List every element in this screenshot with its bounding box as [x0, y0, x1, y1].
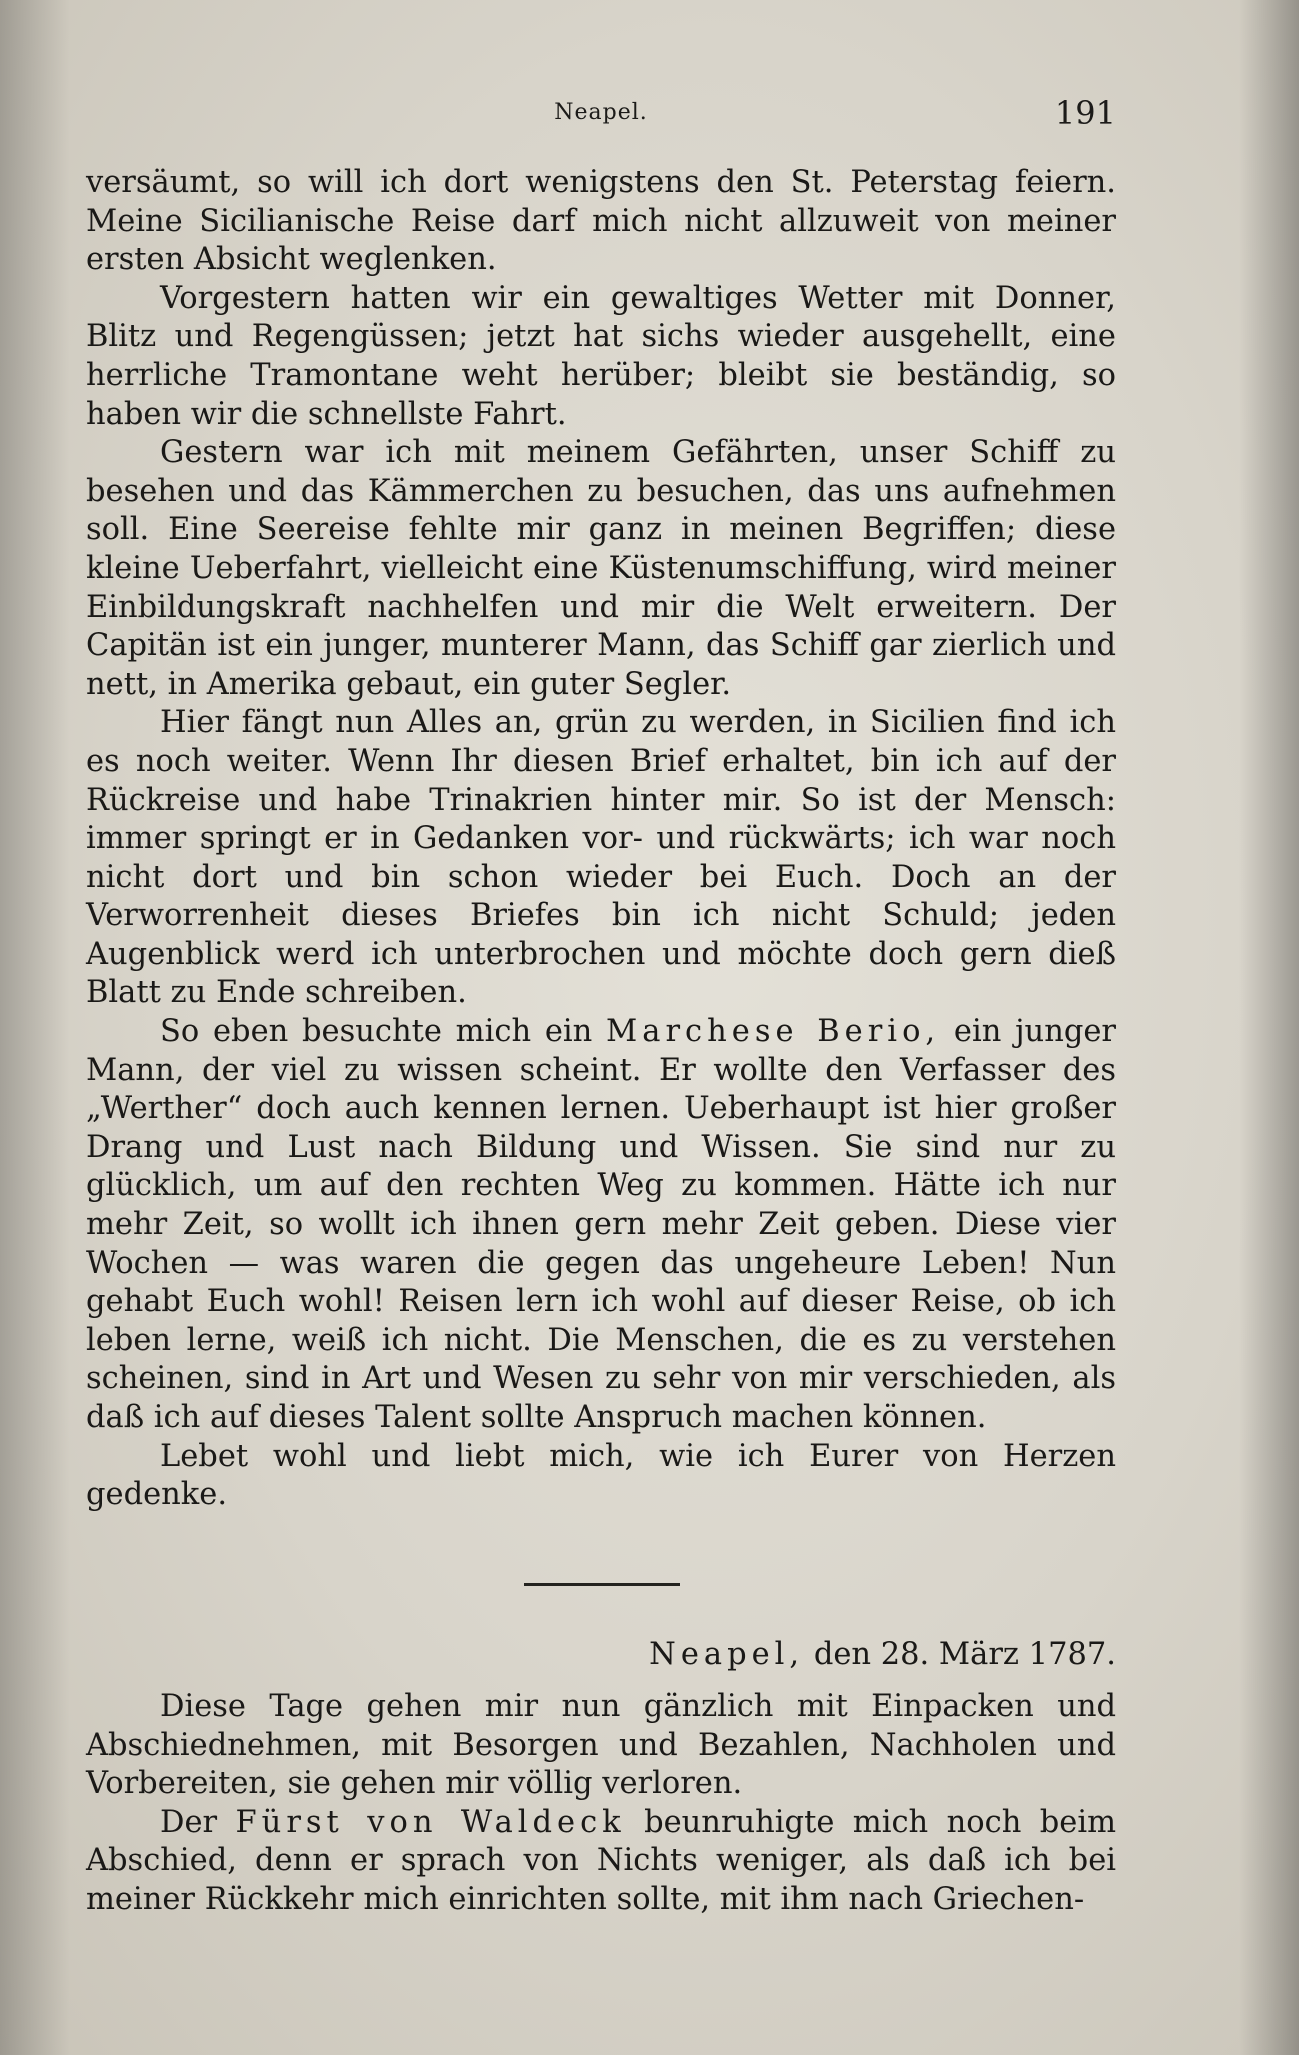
paragraph-3: Gestern war ich mit meinem Gefährten, unser Schiff zu besehen und das Kämmerchen zu besuchen, das uns aufnehmen soll. Eine Seereise fehlte mir ganz in meinen Begriffen; diese kleine Ueberfahrt, vielleicht eine Küstenumschiffung, wird meiner Einbildungskraft nachhelfen und mir die Welt erweitern. Der Capitän ist ein junger, munterer Mann, das Schiff gar zierlich und nett, in Amerika gebaut, ein guter Segler.: [86, 435, 1116, 702]
page-edge-shadow: [1239, 0, 1299, 2055]
letter-dateline: [649, 1637, 1116, 1672]
paragraph-8-start: Der: [160, 1804, 218, 1840]
dateline-date: den 28. März 1787.: [813, 1637, 1116, 1672]
page-header: [86, 90, 1116, 140]
paragraph-1: versäumt, so will ich dort wenigstens den St. Peterstag feiern. Meine Sicilianische Reise darf mich nicht allzuweit von meiner ersten Absicht weglenken.: [86, 165, 1116, 278]
page-number: 191: [1054, 94, 1116, 132]
body-text-section-2: [86, 1688, 1116, 1920]
person-name-berio: Marchese Berio,: [606, 1014, 941, 1050]
paragraph-2: Vorgestern hatten wir ein gewaltiges Wetter mit Donner, Blitz und Regengüssen; jetzt hat sichs wieder ausgehellt, eine herrliche Tramontane weht herüber; bleibt sie beständig, so haben wir die schnellste Fahrt.: [86, 280, 1116, 432]
paragraph-6: Lebet wohl und liebt mich, wie ich Eurer von Herzen gedenke.: [86, 1438, 1116, 1513]
paragraph-5-rest: ein junger Mann, der viel zu wissen scheint. Er wollte den Verfasser des „Werther“ doch auch kennen lernen. Ueberhaupt ist hier großer Drang und Lust nach Bildung und Wissen. Sie sind nur zu glücklich, um auf den rechten Weg zu kommen. Hätte ich nur mehr Zeit, so wollt ich ihnen gern mehr Zeit geben. Diese vier Wochen — was waren die gegen das ungeheure Leben! Nun gehabt Euch wohl! Reisen lern ich wohl auf dieser Reise, ob ich leben lerne, weiß ich nicht. Die Menschen, die es zu verstehen scheinen, sind in Art und Wesen zu sehr von mir verschieden, als daß ich auf dieses Talent sollte Anspruch machen können.: [86, 1014, 1116, 1435]
paragraph-7: Diese Tage gehen mir nun gänzlich mit Einpacken und Abschiednehmen, mit Besorgen und Bezahlen, Nachholen und Vorbereiten, sie gehen mir völlig verloren.: [86, 1689, 1116, 1802]
paragraph-4: Hier fängt nun Alles an, grün zu werden, in Sicilien find ich es noch weiter. Wenn Ihr diesen Brief erhaltet, bin ich auf der Rückreise und habe Trinakrien hinter mir. So ist der Mensch: immer springt er in Gedanken vor- und rückwärts; ich war noch nicht dort und bin schon wieder bei Euch. Doch an der Verworrenheit dieses Briefes bin ich nicht Schuld; jeden Augenblick werd ich unterbrochen und möchte doch gern dieß Blatt zu Ende schreiben.: [86, 705, 1116, 1011]
page-gutter-shadow: [0, 0, 70, 2055]
section-divider: [524, 1583, 680, 1586]
body-text: [86, 164, 1116, 1515]
dateline-place: Neapel,: [649, 1637, 805, 1672]
paragraph-8-rest: beunruhigte mich noch beim Abschied, denn er sprach von Nichts weniger, als daß ich bei meiner Rückkehr mich einrichten sollte, mit ihm nach Griechen-: [86, 1804, 1117, 1917]
person-name-waldeck: Fürst von Waldeck: [235, 1804, 626, 1840]
paragraph-5-start: So eben besuchte mich ein: [160, 1014, 593, 1050]
paragraph-8: [86, 1804, 1116, 1920]
paragraph-5: [86, 1013, 1116, 1438]
running-head: Neapel.: [554, 100, 648, 125]
